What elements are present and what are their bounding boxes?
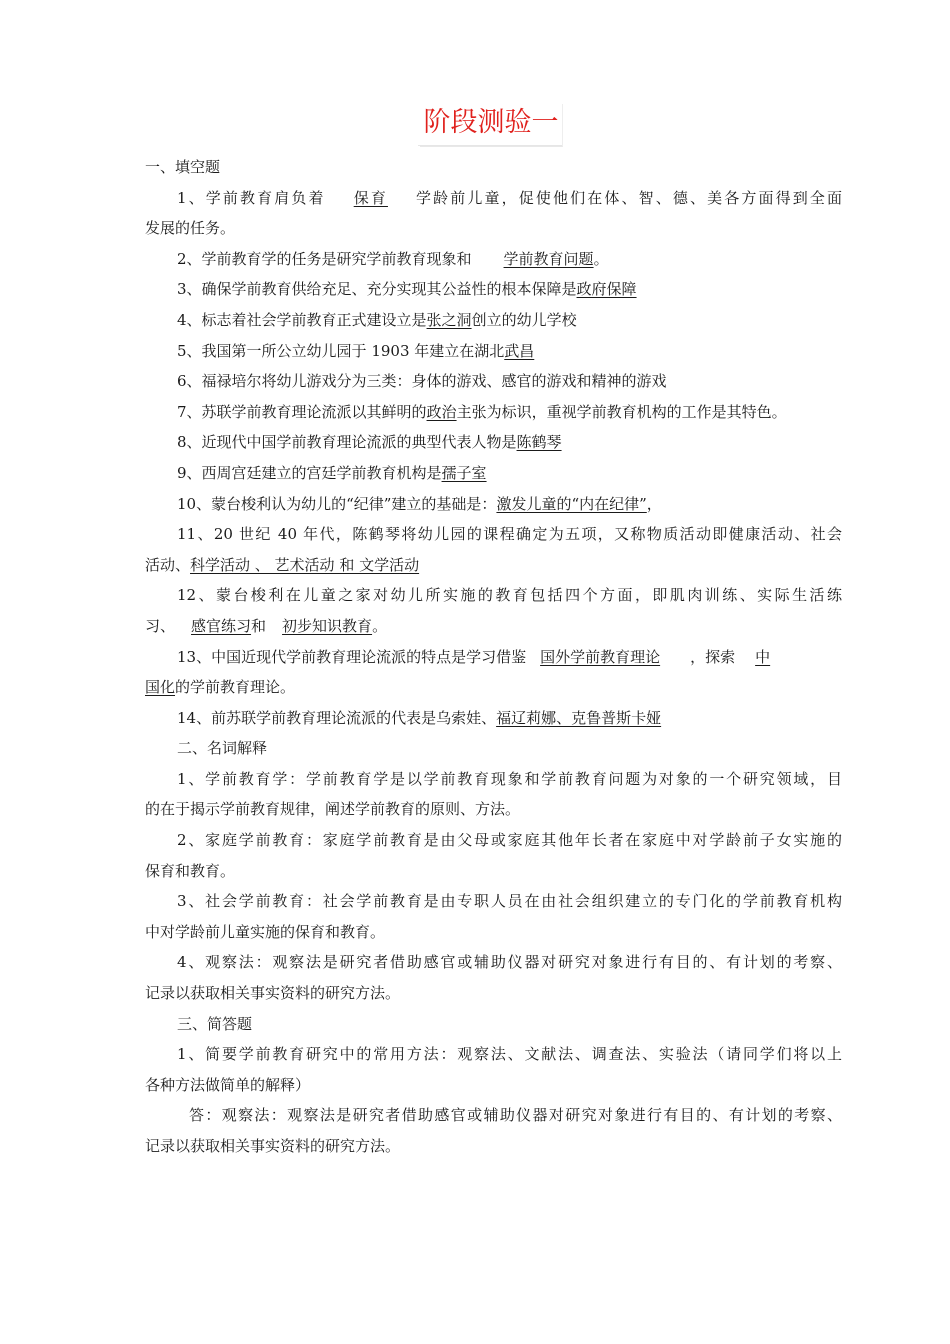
- question-7: 7、苏联学前教育理论流派以其鲜明的政治主张为标识，重视学前教育机构的工作是其特色。: [177, 402, 787, 421]
- question-13-cont: 国化的学前教育理论。: [145, 678, 296, 697]
- definition-3: 3、社会学前教育：社会学前教育是由专职人员在由社会组织建立的专门化的学前教育机构: [177, 892, 842, 911]
- question-2: 2、学前教育学的任务是研究学前教育现象和 学前教育问题。: [177, 249, 609, 268]
- definition-3-cont: 中对学龄前儿童实施的保育和教育。: [145, 922, 386, 941]
- question-5: 5、我国第一所公立幼儿园于 1903 年建立在湖北武昌: [177, 341, 535, 360]
- answer-1: 答：观察法：观察法是研究者借助感官或辅助仪器对研究对象进行有目的、有计划的考察、: [189, 1106, 842, 1125]
- question-1: 1、学前教育肩负着 保育 学龄前儿童，促使他们在体、智、德、美各方面得到全面: [177, 188, 842, 207]
- question-11: 11、20 世纪 40 年代，陈鹤琴将幼儿园的课程确定为五项，又称物质活动即健康活动、社会: [177, 525, 842, 544]
- document-body: [145, 152, 842, 1162]
- short-answer-1: 1、简要学前教育研究中的常用方法：观察法、文献法、调查法、实验法（请同学们将以上: [177, 1045, 842, 1064]
- definition-2-cont: 保育和教育。: [145, 861, 236, 880]
- question-6: 6、福禄培尔将幼儿游戏分为三类：身体的游戏、感官的游戏和精神的游戏: [177, 372, 667, 391]
- answer-1-cont: 记录以获取相关事实资料的研究方法。: [145, 1137, 401, 1155]
- question-1-cont: 发展的任务。: [145, 219, 236, 238]
- definition-1-cont: 的在于揭示学前教育规律，阐述学前教育的原则、方法。: [145, 800, 521, 819]
- question-4: 4、标志着社会学前教育正式建设立是张之洞创立的幼儿学校: [177, 310, 577, 329]
- question-13: 13、中国近现代学前教育理论流派的特点是学习借鉴 国外学前教育理论 ，探索 中: [177, 647, 771, 666]
- section-heading-definitions: 二、名词解释: [177, 739, 268, 758]
- question-12-cont: 习、 感官练习和 初步知识教育。: [145, 616, 388, 635]
- section-heading-short-answer: 三、简答题: [177, 1014, 253, 1033]
- definition-2: 2、家庭学前教育：家庭学前教育是由父母或家庭其他年长者在家庭中对学龄前子女实施的: [177, 831, 842, 850]
- page-title: 阶段测验一: [420, 104, 563, 147]
- question-11-cont: 活动、科学活动 、 艺术活动 和 文学活动: [145, 555, 420, 574]
- definition-4: 4、观察法：观察法是研究者借助感官或辅助仪器对研究对象进行有目的、有计划的考察、: [177, 953, 842, 972]
- definition-4-cont: 记录以获取相关事实资料的研究方法。: [145, 984, 401, 1003]
- question-9: 9、西周宫廷建立的宫廷学前教育机构是孺子室: [177, 463, 487, 482]
- short-answer-1-cont: 各种方法做简单的解释）: [145, 1075, 311, 1094]
- question-14: 14、前苏联学前教育理论流派的代表是乌索娃、福辽莉娜、克鲁普斯卡娅: [177, 708, 662, 727]
- question-12: 12、蒙台梭利在儿童之家对幼儿所实施的教育包括四个方面，即肌肉训练、实际生活练: [177, 586, 842, 605]
- definition-1: 1、学前教育学：学前教育学是以学前教育现象和学前教育问题为对象的一个研究领域，目: [177, 769, 842, 788]
- question-10: 10、蒙台梭利认为幼儿的“纪律”建立的基础是：激发儿童的“内在纪律”，: [177, 494, 662, 513]
- question-3: 3、确保学前教育供给充足、充分实现其公益性的根本保障是政府保障: [177, 280, 637, 299]
- section-heading-fill-in: 一、填空题: [145, 158, 221, 176]
- question-8: 8、近现代中国学前教育理论流派的典型代表人物是陈鹤琴: [177, 433, 562, 452]
